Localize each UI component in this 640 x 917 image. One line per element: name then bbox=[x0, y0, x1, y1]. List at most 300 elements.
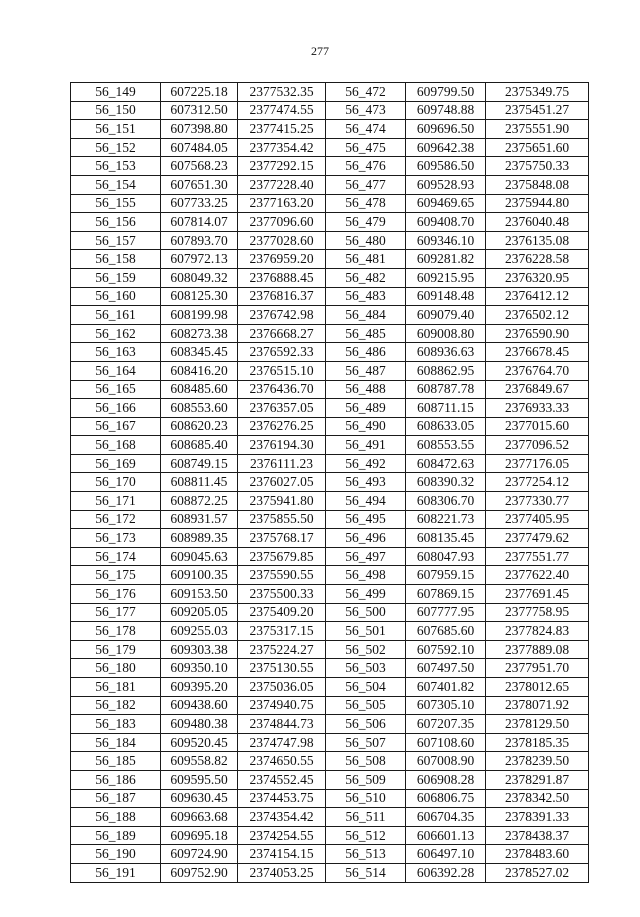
x-coord-left-cell: 607972.13 bbox=[161, 250, 238, 269]
y-coord-right-cell: 2377176.05 bbox=[486, 454, 589, 473]
x-coord-left-cell: 609595.50 bbox=[161, 770, 238, 789]
y-coord-left-cell: 2376959.20 bbox=[238, 250, 326, 269]
y-coord-right-cell: 2376590.90 bbox=[486, 324, 589, 343]
table-row bbox=[71, 492, 589, 511]
point-id-right-cell: 56_482 bbox=[326, 268, 406, 287]
point-id-right-cell: 56_492 bbox=[326, 454, 406, 473]
point-id-right-cell: 56_508 bbox=[326, 752, 406, 771]
point-id-left-cell: 56_171 bbox=[71, 492, 161, 511]
x-coord-right-cell: 607685.60 bbox=[406, 622, 486, 641]
y-coord-right-cell: 2378071.92 bbox=[486, 696, 589, 715]
table-row bbox=[71, 640, 589, 659]
x-coord-left-cell: 608872.25 bbox=[161, 492, 238, 511]
x-coord-left-cell: 607814.07 bbox=[161, 213, 238, 232]
y-coord-left-cell: 2374747.98 bbox=[238, 733, 326, 752]
y-coord-left-cell: 2374650.55 bbox=[238, 752, 326, 771]
x-coord-right-cell: 607869.15 bbox=[406, 585, 486, 604]
y-coord-left-cell: 2375130.55 bbox=[238, 659, 326, 678]
y-coord-right-cell: 2377479.62 bbox=[486, 529, 589, 548]
table-row bbox=[71, 603, 589, 622]
y-coord-left-cell: 2374053.25 bbox=[238, 863, 326, 882]
x-coord-left-cell: 608685.40 bbox=[161, 436, 238, 455]
coordinates-table-body bbox=[71, 83, 589, 883]
y-coord-right-cell: 2378185.35 bbox=[486, 733, 589, 752]
point-id-left-cell: 56_175 bbox=[71, 566, 161, 585]
x-coord-right-cell: 609469.65 bbox=[406, 194, 486, 213]
table-row bbox=[71, 529, 589, 548]
table-row bbox=[71, 175, 589, 194]
x-coord-left-cell: 609724.90 bbox=[161, 845, 238, 864]
x-coord-left-cell: 608931.57 bbox=[161, 510, 238, 529]
point-id-right-cell: 56_496 bbox=[326, 529, 406, 548]
y-coord-right-cell: 2377758.95 bbox=[486, 603, 589, 622]
x-coord-right-cell: 607592.10 bbox=[406, 640, 486, 659]
y-coord-left-cell: 2374844.73 bbox=[238, 715, 326, 734]
x-coord-left-cell: 607484.05 bbox=[161, 138, 238, 157]
x-coord-right-cell: 607777.95 bbox=[406, 603, 486, 622]
point-id-right-cell: 56_500 bbox=[326, 603, 406, 622]
point-id-right-cell: 56_513 bbox=[326, 845, 406, 864]
table-row bbox=[71, 678, 589, 697]
point-id-left-cell: 56_166 bbox=[71, 399, 161, 418]
point-id-right-cell: 56_490 bbox=[326, 417, 406, 436]
coordinates-table bbox=[70, 82, 589, 883]
table-row bbox=[71, 343, 589, 362]
x-coord-right-cell: 609642.38 bbox=[406, 138, 486, 157]
x-coord-left-cell: 608199.98 bbox=[161, 306, 238, 325]
point-id-left-cell: 56_170 bbox=[71, 473, 161, 492]
table-row bbox=[71, 120, 589, 139]
y-coord-left-cell: 2375036.05 bbox=[238, 678, 326, 697]
point-id-right-cell: 56_476 bbox=[326, 157, 406, 176]
table-row bbox=[71, 770, 589, 789]
x-coord-left-cell: 608811.45 bbox=[161, 473, 238, 492]
table-row bbox=[71, 380, 589, 399]
x-coord-right-cell: 608553.55 bbox=[406, 436, 486, 455]
table-row bbox=[71, 566, 589, 585]
table-row bbox=[71, 752, 589, 771]
x-coord-left-cell: 607568.23 bbox=[161, 157, 238, 176]
table-row bbox=[71, 287, 589, 306]
table-row bbox=[71, 510, 589, 529]
point-id-left-cell: 56_182 bbox=[71, 696, 161, 715]
y-coord-left-cell: 2375768.17 bbox=[238, 529, 326, 548]
table-row bbox=[71, 826, 589, 845]
y-coord-left-cell: 2376592.33 bbox=[238, 343, 326, 362]
x-coord-left-cell: 609663.68 bbox=[161, 808, 238, 827]
y-coord-right-cell: 2376228.58 bbox=[486, 250, 589, 269]
x-coord-right-cell: 608306.70 bbox=[406, 492, 486, 511]
point-id-left-cell: 56_149 bbox=[71, 83, 161, 102]
y-coord-right-cell: 2375651.60 bbox=[486, 138, 589, 157]
y-coord-left-cell: 2377096.60 bbox=[238, 213, 326, 232]
x-coord-right-cell: 609008.80 bbox=[406, 324, 486, 343]
point-id-left-cell: 56_168 bbox=[71, 436, 161, 455]
table-row bbox=[71, 473, 589, 492]
y-coord-right-cell: 2375451.27 bbox=[486, 101, 589, 120]
y-coord-right-cell: 2376320.95 bbox=[486, 268, 589, 287]
point-id-left-cell: 56_191 bbox=[71, 863, 161, 882]
point-id-left-cell: 56_151 bbox=[71, 120, 161, 139]
point-id-right-cell: 56_514 bbox=[326, 863, 406, 882]
table-row bbox=[71, 808, 589, 827]
table-row bbox=[71, 306, 589, 325]
y-coord-left-cell: 2377028.60 bbox=[238, 231, 326, 250]
y-coord-right-cell: 2378391.33 bbox=[486, 808, 589, 827]
y-coord-left-cell: 2375590.55 bbox=[238, 566, 326, 585]
point-id-left-cell: 56_155 bbox=[71, 194, 161, 213]
y-coord-left-cell: 2377228.40 bbox=[238, 175, 326, 194]
point-id-right-cell: 56_497 bbox=[326, 547, 406, 566]
x-coord-right-cell: 609281.82 bbox=[406, 250, 486, 269]
point-id-left-cell: 56_160 bbox=[71, 287, 161, 306]
x-coord-left-cell: 609520.45 bbox=[161, 733, 238, 752]
x-coord-right-cell: 607401.82 bbox=[406, 678, 486, 697]
table-row bbox=[71, 863, 589, 882]
x-coord-left-cell: 608416.20 bbox=[161, 361, 238, 380]
x-coord-right-cell: 607959.15 bbox=[406, 566, 486, 585]
y-coord-right-cell: 2378438.37 bbox=[486, 826, 589, 845]
y-coord-left-cell: 2376742.98 bbox=[238, 306, 326, 325]
point-id-left-cell: 56_169 bbox=[71, 454, 161, 473]
y-coord-right-cell: 2377824.83 bbox=[486, 622, 589, 641]
point-id-left-cell: 56_163 bbox=[71, 343, 161, 362]
point-id-right-cell: 56_498 bbox=[326, 566, 406, 585]
table-row bbox=[71, 417, 589, 436]
y-coord-right-cell: 2377330.77 bbox=[486, 492, 589, 511]
y-coord-right-cell: 2376764.70 bbox=[486, 361, 589, 380]
x-coord-left-cell: 607893.70 bbox=[161, 231, 238, 250]
x-coord-right-cell: 609408.70 bbox=[406, 213, 486, 232]
x-coord-right-cell: 606601.13 bbox=[406, 826, 486, 845]
table-row bbox=[71, 696, 589, 715]
y-coord-left-cell: 2374552.45 bbox=[238, 770, 326, 789]
y-coord-right-cell: 2377405.95 bbox=[486, 510, 589, 529]
table-row bbox=[71, 213, 589, 232]
x-coord-right-cell: 609148.48 bbox=[406, 287, 486, 306]
table-row bbox=[71, 361, 589, 380]
x-coord-right-cell: 608787.78 bbox=[406, 380, 486, 399]
y-coord-right-cell: 2376933.33 bbox=[486, 399, 589, 418]
point-id-right-cell: 56_494 bbox=[326, 492, 406, 511]
x-coord-left-cell: 608553.60 bbox=[161, 399, 238, 418]
point-id-left-cell: 56_153 bbox=[71, 157, 161, 176]
point-id-right-cell: 56_488 bbox=[326, 380, 406, 399]
point-id-left-cell: 56_157 bbox=[71, 231, 161, 250]
table-row bbox=[71, 157, 589, 176]
y-coord-right-cell: 2377951.70 bbox=[486, 659, 589, 678]
point-id-left-cell: 56_189 bbox=[71, 826, 161, 845]
y-coord-left-cell: 2374154.15 bbox=[238, 845, 326, 864]
point-id-left-cell: 56_183 bbox=[71, 715, 161, 734]
point-id-left-cell: 56_177 bbox=[71, 603, 161, 622]
point-id-left-cell: 56_184 bbox=[71, 733, 161, 752]
x-coord-left-cell: 609695.18 bbox=[161, 826, 238, 845]
y-coord-left-cell: 2376357.05 bbox=[238, 399, 326, 418]
point-id-right-cell: 56_512 bbox=[326, 826, 406, 845]
table-row bbox=[71, 101, 589, 120]
table-row bbox=[71, 231, 589, 250]
table-row bbox=[71, 250, 589, 269]
x-coord-left-cell: 607225.18 bbox=[161, 83, 238, 102]
x-coord-right-cell: 608472.63 bbox=[406, 454, 486, 473]
point-id-right-cell: 56_506 bbox=[326, 715, 406, 734]
point-id-left-cell: 56_173 bbox=[71, 529, 161, 548]
point-id-right-cell: 56_473 bbox=[326, 101, 406, 120]
x-coord-left-cell: 609255.03 bbox=[161, 622, 238, 641]
x-coord-left-cell: 609205.05 bbox=[161, 603, 238, 622]
x-coord-right-cell: 608390.32 bbox=[406, 473, 486, 492]
point-id-left-cell: 56_159 bbox=[71, 268, 161, 287]
point-id-left-cell: 56_190 bbox=[71, 845, 161, 864]
x-coord-left-cell: 608749.15 bbox=[161, 454, 238, 473]
x-coord-right-cell: 609748.88 bbox=[406, 101, 486, 120]
x-coord-right-cell: 608047.93 bbox=[406, 547, 486, 566]
y-coord-left-cell: 2375679.85 bbox=[238, 547, 326, 566]
table-row bbox=[71, 454, 589, 473]
table-row bbox=[71, 547, 589, 566]
point-id-right-cell: 56_477 bbox=[326, 175, 406, 194]
y-coord-left-cell: 2375224.27 bbox=[238, 640, 326, 659]
point-id-right-cell: 56_493 bbox=[326, 473, 406, 492]
table-row bbox=[71, 659, 589, 678]
point-id-right-cell: 56_505 bbox=[326, 696, 406, 715]
y-coord-left-cell: 2377474.55 bbox=[238, 101, 326, 120]
x-coord-right-cell: 608633.05 bbox=[406, 417, 486, 436]
point-id-right-cell: 56_495 bbox=[326, 510, 406, 529]
table-row bbox=[71, 324, 589, 343]
y-coord-right-cell: 2378483.60 bbox=[486, 845, 589, 864]
x-coord-right-cell: 609346.10 bbox=[406, 231, 486, 250]
x-coord-left-cell: 608620.23 bbox=[161, 417, 238, 436]
x-coord-right-cell: 607207.35 bbox=[406, 715, 486, 734]
point-id-right-cell: 56_484 bbox=[326, 306, 406, 325]
x-coord-left-cell: 609100.35 bbox=[161, 566, 238, 585]
point-id-right-cell: 56_474 bbox=[326, 120, 406, 139]
y-coord-right-cell: 2377096.52 bbox=[486, 436, 589, 455]
y-coord-right-cell: 2375848.08 bbox=[486, 175, 589, 194]
y-coord-left-cell: 2377532.35 bbox=[238, 83, 326, 102]
x-coord-left-cell: 609752.90 bbox=[161, 863, 238, 882]
point-id-left-cell: 56_180 bbox=[71, 659, 161, 678]
point-id-right-cell: 56_510 bbox=[326, 789, 406, 808]
point-id-right-cell: 56_483 bbox=[326, 287, 406, 306]
x-coord-right-cell: 607008.90 bbox=[406, 752, 486, 771]
y-coord-right-cell: 2377254.12 bbox=[486, 473, 589, 492]
y-coord-left-cell: 2376194.30 bbox=[238, 436, 326, 455]
table-row bbox=[71, 715, 589, 734]
y-coord-left-cell: 2374354.42 bbox=[238, 808, 326, 827]
table-row bbox=[71, 436, 589, 455]
x-coord-right-cell: 609079.40 bbox=[406, 306, 486, 325]
y-coord-right-cell: 2377015.60 bbox=[486, 417, 589, 436]
table-row bbox=[71, 268, 589, 287]
point-id-left-cell: 56_181 bbox=[71, 678, 161, 697]
point-id-right-cell: 56_509 bbox=[326, 770, 406, 789]
point-id-right-cell: 56_499 bbox=[326, 585, 406, 604]
y-coord-right-cell: 2376849.67 bbox=[486, 380, 589, 399]
point-id-left-cell: 56_165 bbox=[71, 380, 161, 399]
point-id-right-cell: 56_480 bbox=[326, 231, 406, 250]
point-id-left-cell: 56_172 bbox=[71, 510, 161, 529]
x-coord-left-cell: 609153.50 bbox=[161, 585, 238, 604]
x-coord-right-cell: 608135.45 bbox=[406, 529, 486, 548]
table-row bbox=[71, 789, 589, 808]
x-coord-right-cell: 609696.50 bbox=[406, 120, 486, 139]
x-coord-right-cell: 609528.93 bbox=[406, 175, 486, 194]
x-coord-right-cell: 606908.28 bbox=[406, 770, 486, 789]
y-coord-left-cell: 2374254.55 bbox=[238, 826, 326, 845]
y-coord-right-cell: 2377889.08 bbox=[486, 640, 589, 659]
y-coord-left-cell: 2376515.10 bbox=[238, 361, 326, 380]
point-id-right-cell: 56_507 bbox=[326, 733, 406, 752]
point-id-left-cell: 56_150 bbox=[71, 101, 161, 120]
x-coord-left-cell: 609558.82 bbox=[161, 752, 238, 771]
y-coord-left-cell: 2376111.23 bbox=[238, 454, 326, 473]
y-coord-right-cell: 2377622.40 bbox=[486, 566, 589, 585]
point-id-right-cell: 56_502 bbox=[326, 640, 406, 659]
table-row bbox=[71, 194, 589, 213]
point-id-right-cell: 56_487 bbox=[326, 361, 406, 380]
x-coord-right-cell: 606704.35 bbox=[406, 808, 486, 827]
point-id-left-cell: 56_179 bbox=[71, 640, 161, 659]
y-coord-right-cell: 2376412.12 bbox=[486, 287, 589, 306]
x-coord-right-cell: 607497.50 bbox=[406, 659, 486, 678]
x-coord-left-cell: 609480.38 bbox=[161, 715, 238, 734]
y-coord-right-cell: 2376678.45 bbox=[486, 343, 589, 362]
point-id-right-cell: 56_503 bbox=[326, 659, 406, 678]
x-coord-right-cell: 606806.75 bbox=[406, 789, 486, 808]
point-id-left-cell: 56_154 bbox=[71, 175, 161, 194]
x-coord-left-cell: 609395.20 bbox=[161, 678, 238, 697]
y-coord-left-cell: 2377163.20 bbox=[238, 194, 326, 213]
point-id-right-cell: 56_504 bbox=[326, 678, 406, 697]
y-coord-left-cell: 2375317.15 bbox=[238, 622, 326, 641]
page-number: 277 bbox=[311, 44, 329, 58]
x-coord-right-cell: 609215.95 bbox=[406, 268, 486, 287]
table-row bbox=[71, 83, 589, 102]
y-coord-left-cell: 2374940.75 bbox=[238, 696, 326, 715]
point-id-right-cell: 56_479 bbox=[326, 213, 406, 232]
y-coord-right-cell: 2377691.45 bbox=[486, 585, 589, 604]
y-coord-left-cell: 2376816.37 bbox=[238, 287, 326, 306]
point-id-left-cell: 56_161 bbox=[71, 306, 161, 325]
x-coord-right-cell: 608221.73 bbox=[406, 510, 486, 529]
y-coord-right-cell: 2378291.87 bbox=[486, 770, 589, 789]
y-coord-left-cell: 2375500.33 bbox=[238, 585, 326, 604]
y-coord-right-cell: 2378012.65 bbox=[486, 678, 589, 697]
x-coord-left-cell: 609438.60 bbox=[161, 696, 238, 715]
x-coord-left-cell: 607312.50 bbox=[161, 101, 238, 120]
x-coord-left-cell: 609350.10 bbox=[161, 659, 238, 678]
point-id-right-cell: 56_485 bbox=[326, 324, 406, 343]
y-coord-right-cell: 2378239.50 bbox=[486, 752, 589, 771]
y-coord-right-cell: 2375349.75 bbox=[486, 83, 589, 102]
y-coord-right-cell: 2376502.12 bbox=[486, 306, 589, 325]
y-coord-left-cell: 2377415.25 bbox=[238, 120, 326, 139]
x-coord-left-cell: 608989.35 bbox=[161, 529, 238, 548]
x-coord-left-cell: 608345.45 bbox=[161, 343, 238, 362]
y-coord-left-cell: 2375409.20 bbox=[238, 603, 326, 622]
point-id-left-cell: 56_162 bbox=[71, 324, 161, 343]
x-coord-right-cell: 609799.50 bbox=[406, 83, 486, 102]
y-coord-right-cell: 2375944.80 bbox=[486, 194, 589, 213]
table-row bbox=[71, 585, 589, 604]
table-row bbox=[71, 138, 589, 157]
x-coord-left-cell: 607651.30 bbox=[161, 175, 238, 194]
table-row bbox=[71, 399, 589, 418]
y-coord-left-cell: 2374453.75 bbox=[238, 789, 326, 808]
y-coord-left-cell: 2375855.50 bbox=[238, 510, 326, 529]
x-coord-right-cell: 608862.95 bbox=[406, 361, 486, 380]
point-id-left-cell: 56_178 bbox=[71, 622, 161, 641]
point-id-right-cell: 56_475 bbox=[326, 138, 406, 157]
x-coord-left-cell: 608273.38 bbox=[161, 324, 238, 343]
x-coord-left-cell: 608049.32 bbox=[161, 268, 238, 287]
x-coord-right-cell: 607108.60 bbox=[406, 733, 486, 752]
y-coord-left-cell: 2376888.45 bbox=[238, 268, 326, 287]
point-id-right-cell: 56_472 bbox=[326, 83, 406, 102]
point-id-left-cell: 56_156 bbox=[71, 213, 161, 232]
x-coord-left-cell: 607733.25 bbox=[161, 194, 238, 213]
y-coord-right-cell: 2376135.08 bbox=[486, 231, 589, 250]
point-id-right-cell: 56_489 bbox=[326, 399, 406, 418]
point-id-left-cell: 56_187 bbox=[71, 789, 161, 808]
y-coord-right-cell: 2378129.50 bbox=[486, 715, 589, 734]
x-coord-right-cell: 607305.10 bbox=[406, 696, 486, 715]
x-coord-left-cell: 607398.80 bbox=[161, 120, 238, 139]
y-coord-left-cell: 2377354.42 bbox=[238, 138, 326, 157]
point-id-left-cell: 56_176 bbox=[71, 585, 161, 604]
point-id-left-cell: 56_188 bbox=[71, 808, 161, 827]
y-coord-right-cell: 2375551.90 bbox=[486, 120, 589, 139]
x-coord-right-cell: 608711.15 bbox=[406, 399, 486, 418]
point-id-left-cell: 56_186 bbox=[71, 770, 161, 789]
point-id-left-cell: 56_174 bbox=[71, 547, 161, 566]
point-id-left-cell: 56_158 bbox=[71, 250, 161, 269]
y-coord-right-cell: 2375750.33 bbox=[486, 157, 589, 176]
x-coord-right-cell: 606497.10 bbox=[406, 845, 486, 864]
point-id-right-cell: 56_481 bbox=[326, 250, 406, 269]
point-id-left-cell: 56_164 bbox=[71, 361, 161, 380]
point-id-right-cell: 56_486 bbox=[326, 343, 406, 362]
point-id-right-cell: 56_501 bbox=[326, 622, 406, 641]
y-coord-left-cell: 2376436.70 bbox=[238, 380, 326, 399]
table-row bbox=[71, 733, 589, 752]
x-coord-left-cell: 609045.63 bbox=[161, 547, 238, 566]
y-coord-left-cell: 2376276.25 bbox=[238, 417, 326, 436]
x-coord-left-cell: 609303.38 bbox=[161, 640, 238, 659]
x-coord-right-cell: 606392.28 bbox=[406, 863, 486, 882]
y-coord-right-cell: 2377551.77 bbox=[486, 547, 589, 566]
point-id-left-cell: 56_185 bbox=[71, 752, 161, 771]
y-coord-left-cell: 2376027.05 bbox=[238, 473, 326, 492]
y-coord-right-cell: 2378342.50 bbox=[486, 789, 589, 808]
y-coord-right-cell: 2376040.48 bbox=[486, 213, 589, 232]
point-id-right-cell: 56_491 bbox=[326, 436, 406, 455]
table-row bbox=[71, 845, 589, 864]
y-coord-left-cell: 2377292.15 bbox=[238, 157, 326, 176]
y-coord-right-cell: 2378527.02 bbox=[486, 863, 589, 882]
x-coord-left-cell: 608485.60 bbox=[161, 380, 238, 399]
point-id-left-cell: 56_152 bbox=[71, 138, 161, 157]
point-id-right-cell: 56_511 bbox=[326, 808, 406, 827]
table-row bbox=[71, 622, 589, 641]
y-coord-left-cell: 2376668.27 bbox=[238, 324, 326, 343]
point-id-right-cell: 56_478 bbox=[326, 194, 406, 213]
x-coord-left-cell: 609630.45 bbox=[161, 789, 238, 808]
x-coord-right-cell: 608936.63 bbox=[406, 343, 486, 362]
